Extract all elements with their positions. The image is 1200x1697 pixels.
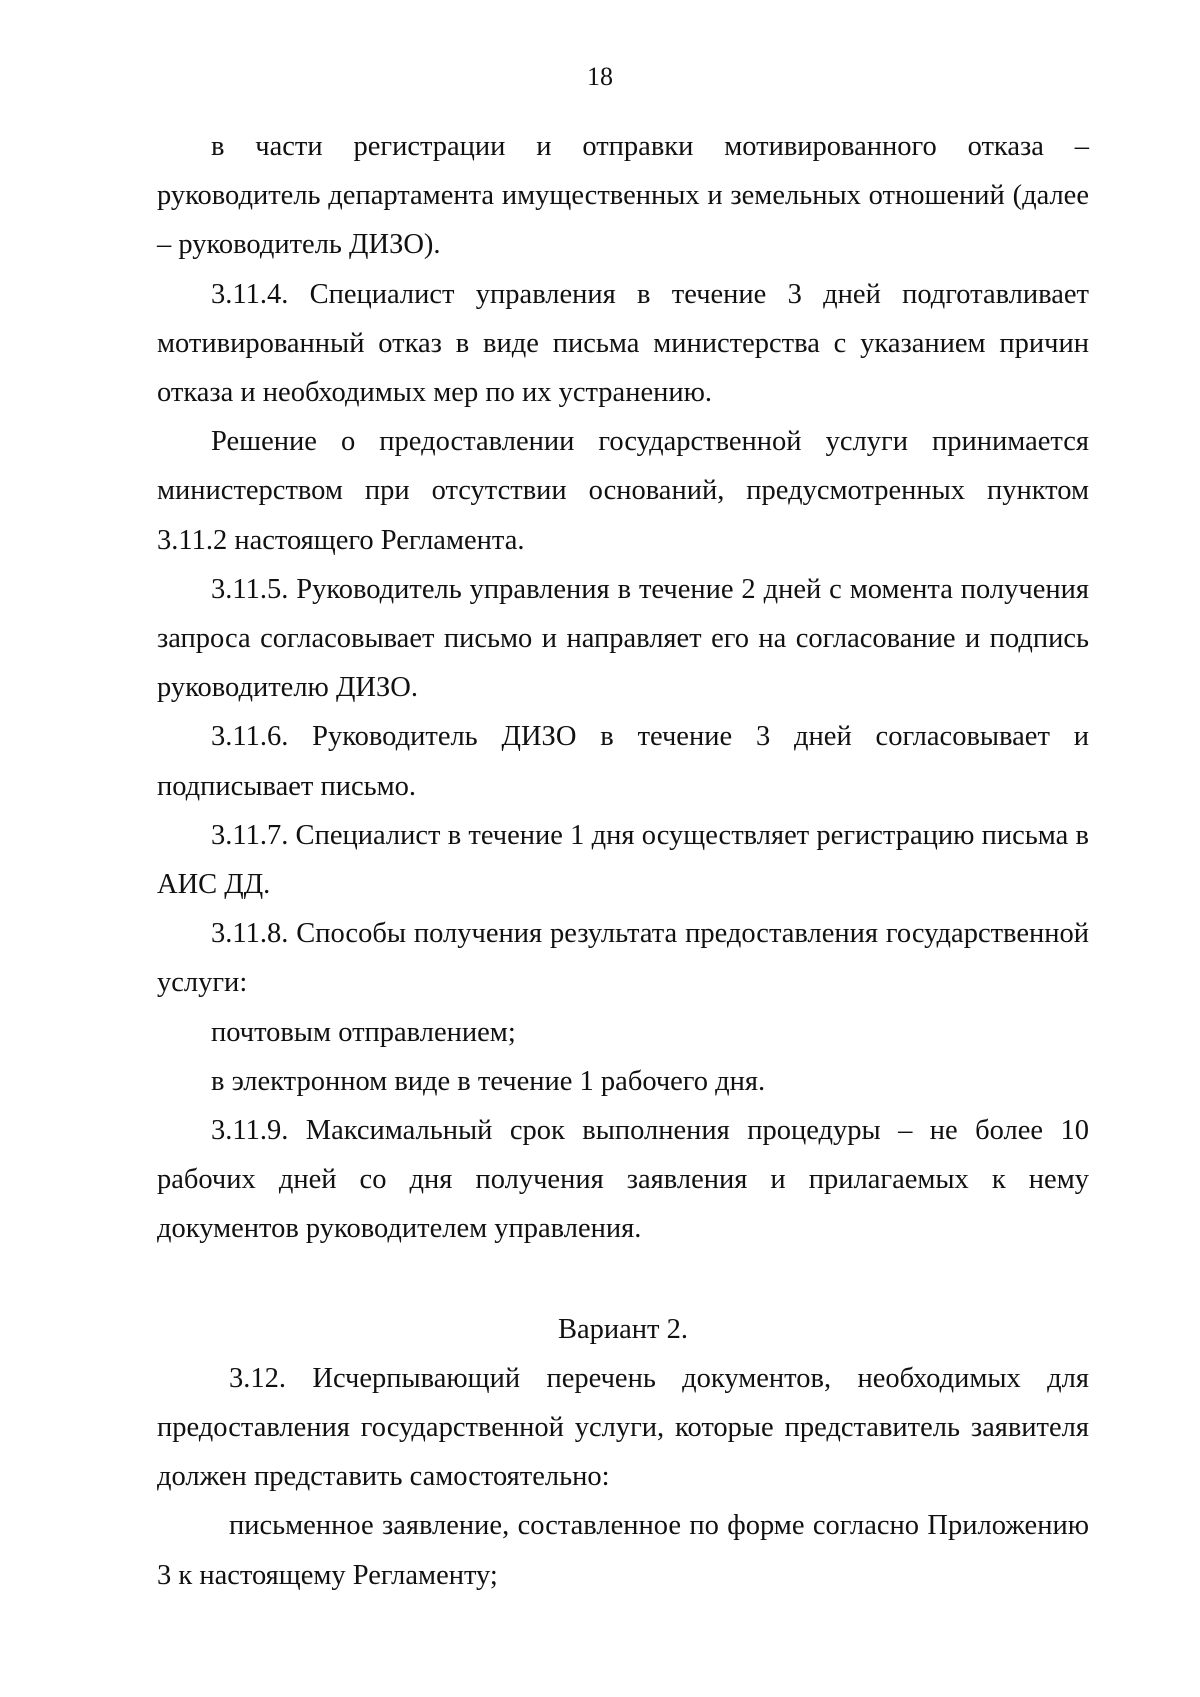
paragraph-3-12: 3.12. Исчерпывающий перечень документов, необходимых для предоставления государственной услуги, которые представитель заявителя должен представить самостоятельно: — [157, 1362, 1089, 1493]
section-heading: Вариант 2. — [557, 1313, 689, 1345]
list-item-electronic: в электронном виде в течение 1 рабочего дня. — [211, 1065, 766, 1097]
document-body — [157, 122, 1089, 1600]
paragraph-continuation: в части регистрации и отправки мотивированного отказа – руководитель департамента имущественных и земельных отношений (далее – руководитель ДИЗО). — [157, 131, 1089, 261]
list-item-postal: почтовым отправлением; — [211, 1016, 516, 1048]
page-number: 18 — [587, 62, 613, 91]
paragraph-3-11-7: 3.11.7. Специалист в течение 1 дня осуществляет регистрацию письма в АИС ДД. — [157, 819, 1089, 901]
paragraph-3-11-4: 3.11.4. Специалист управления в течение 3 дней подготавливает мотивированный отказ в виде письма министерства с указанием причин отказа и необходимых мер по их устранению. — [157, 278, 1089, 409]
paragraph-3-11-9: 3.11.9. Максимальный срок выполнения процедуры – не более 10 рабочих дней со дня получения заявления и прилагаемых к нему документов руководителем управления. — [157, 1115, 1089, 1245]
list-item-application: письменное заявление, составленное по форме согласно Приложению 3 к настоящему Регламенту; — [157, 1510, 1089, 1591]
paragraph-3-11-5: 3.11.5. Руководитель управления в течение 2 дней с момента получения запроса согласовывает письмо и направляет его на согласование и подпись руководителю ДИЗО. — [157, 573, 1089, 704]
paragraph-3-11-8: 3.11.8. Способы получения результата предоставления государственной услуги: — [157, 918, 1089, 999]
paragraph-3-11-6: 3.11.6. Руководитель ДИЗО в течение 3 дней согласовывает и подписывает письмо. — [157, 721, 1089, 802]
paragraph-decision: Решение о предоставлении государственной услуги принимается министерством при отсутствии оснований, предусмотренных пунктом 3.11.2 настоящего Регламента. — [157, 426, 1089, 556]
